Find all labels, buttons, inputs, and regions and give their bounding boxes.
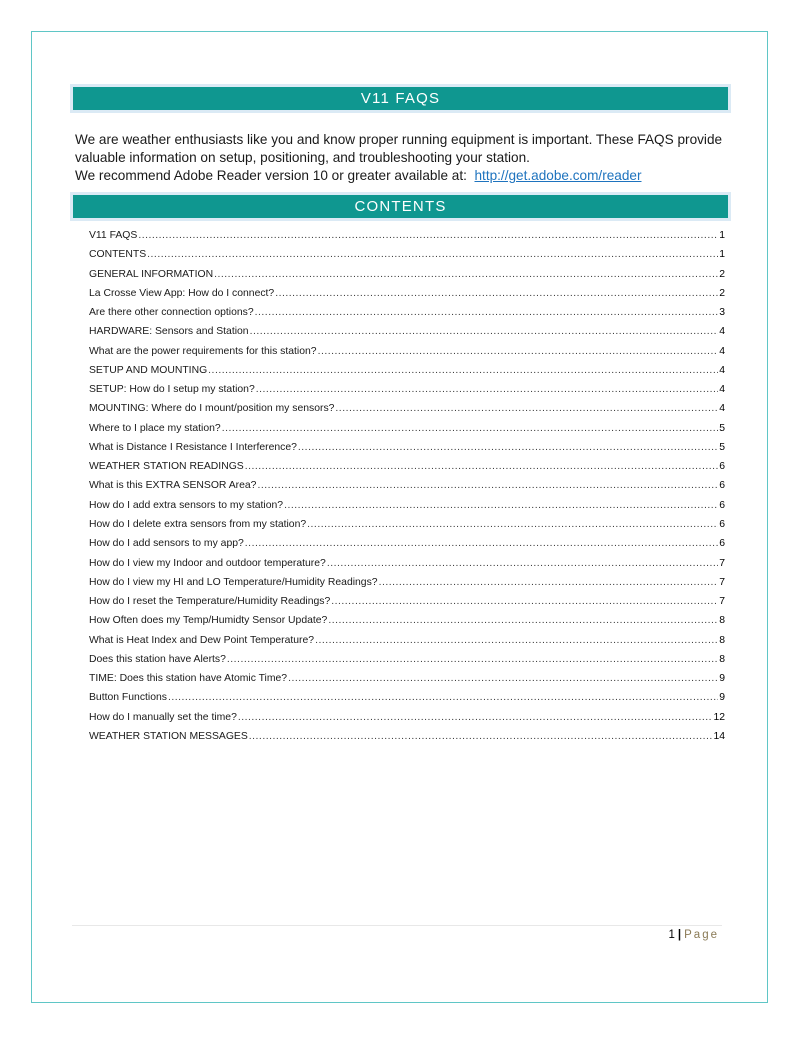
toc-entry[interactable] [89,577,725,596]
page-footer [669,929,719,941]
toc-dot-leader [256,384,718,395]
toc-dot-leader [249,731,713,742]
toc-dot-leader [257,480,718,491]
toc-dot-leader [328,615,718,626]
toc-entry-title: How do I add extra sensors to my station? [89,499,284,511]
toc-entry[interactable] [89,249,725,268]
title-banner [70,84,731,113]
toc-dot-leader [214,269,718,280]
toc-entry-page: 3 [719,307,725,319]
toc-entry-title: How do I delete extra sensors from my station? [89,518,307,530]
toc-dot-leader [284,500,718,511]
table-of-contents [89,230,725,750]
page-number: 1 [668,929,675,941]
toc-entry[interactable] [89,519,725,538]
toc-entry[interactable] [89,654,725,673]
toc-entry[interactable] [89,326,725,345]
toc-entry[interactable] [89,538,725,557]
toc-entry-page: 6 [719,461,725,473]
toc-entry[interactable] [89,365,725,384]
toc-entry-title: Button Functions [89,692,167,704]
toc-entry-title: How do I reset the Temperature/Humidity Readings? [89,596,331,608]
toc-entry-title: SETUP: How do I setup my station? [89,384,255,396]
footer-divider [72,925,722,926]
toc-entry-page: 2 [719,287,725,299]
toc-entry-title: How do I manually set the time? [89,711,237,723]
toc-dot-leader [245,461,719,472]
toc-entry[interactable] [89,500,725,519]
toc-entry-title: Where to I place my station? [89,422,221,434]
toc-entry[interactable] [89,307,725,326]
page-title: V11 FAQS [73,87,728,110]
toc-dot-leader [245,538,718,549]
toc-entry[interactable] [89,230,725,249]
toc-entry-page: 4 [719,345,725,357]
toc-dot-leader [238,712,713,723]
toc-entry-title: How Often does my Temp/Humidty Sensor Update? [89,615,328,627]
toc-entry-page: 5 [719,422,725,434]
toc-dot-leader [222,423,719,434]
toc-entry[interactable] [89,403,725,422]
toc-entry-title: What is Heat Index and Dew Point Temperature? [89,634,315,646]
toc-dot-leader [250,326,719,337]
toc-dot-leader [379,577,719,588]
toc-entry-page: 1 [719,249,725,261]
toc-entry-page: 8 [719,615,725,627]
toc-entry-title: WEATHER STATION MESSAGES [89,730,248,742]
toc-entry[interactable] [89,442,725,461]
toc-entry[interactable] [89,673,725,692]
toc-entry[interactable] [89,558,725,577]
toc-entry-title: How do I view my HI and LO Temperature/Humidity Readings? [89,576,378,588]
toc-entry-title: GENERAL INFORMATION [89,268,214,280]
toc-entry[interactable] [89,712,725,731]
toc-entry-page: 8 [719,653,725,665]
toc-entry-page: 9 [719,692,725,704]
intro-paragraph [75,131,725,185]
toc-dot-leader [208,365,718,376]
toc-entry-page: 7 [719,596,725,608]
page-label: Page [684,929,719,941]
toc-entry[interactable] [89,480,725,499]
adobe-reader-link[interactable]: http://get.adobe.com/reader [474,168,642,183]
toc-entry-title: Does this station have Alerts? [89,653,226,665]
toc-entry-page: 7 [719,557,725,569]
toc-entry-title: HARDWARE: Sensors and Station [89,326,249,338]
toc-entry-page: 4 [719,364,725,376]
toc-entry[interactable] [89,288,725,307]
footer-separator: | [677,929,682,941]
toc-dot-leader [138,230,718,241]
toc-entry-title: How do I add sensors to my app? [89,538,244,550]
toc-dot-leader [227,654,718,665]
toc-entry-page: 6 [719,518,725,530]
toc-dot-leader [327,558,718,569]
toc-entry[interactable] [89,423,725,442]
toc-entry[interactable] [89,692,725,711]
contents-heading: CONTENTS [73,195,728,218]
toc-dot-leader [315,635,718,646]
toc-entry-page: 4 [719,326,725,338]
toc-dot-leader [318,346,719,357]
toc-dot-leader [288,673,718,684]
toc-entry-page: 6 [719,499,725,511]
toc-entry-page: 12 [713,711,725,723]
toc-entry[interactable] [89,731,725,750]
intro-reader-text: We recommend Adobe Reader version 10 or greater available at: [75,168,467,183]
toc-dot-leader [331,596,718,607]
toc-entry[interactable] [89,269,725,288]
toc-dot-leader [147,249,718,260]
toc-entry[interactable] [89,461,725,480]
toc-entry-title: WEATHER STATION READINGS [89,461,244,473]
contents-banner [70,192,731,221]
toc-dot-leader [298,442,718,453]
toc-entry[interactable] [89,635,725,654]
intro-text: We are weather enthusiasts like you and know proper running equipment is important. These FAQS provide valuable information on setup, positioning, and troubleshooting your station. [75,132,723,165]
toc-entry-page: 8 [719,634,725,646]
toc-entry[interactable] [89,596,725,615]
toc-entry-title: CONTENTS [89,249,147,261]
toc-entry-page: 4 [719,384,725,396]
toc-entry-title: La Crosse View App: How do I connect? [89,287,275,299]
toc-entry-page: 4 [719,403,725,415]
toc-dot-leader [307,519,718,530]
toc-entry-page: 7 [719,576,725,588]
toc-entry-page: 9 [719,673,725,685]
toc-entry-page: 14 [713,730,725,742]
toc-entry-title: What are the power requirements for this station? [89,345,317,357]
intro-reader-line [75,167,725,185]
toc-entry-title: What is Distance I Resistance I Interference? [89,441,297,453]
toc-entry-title: What is this EXTRA SENSOR Area? [89,480,257,492]
toc-entry-title: TIME: Does this station have Atomic Time? [89,673,288,685]
toc-entry-title: Are there other connection options? [89,307,254,319]
toc-entry[interactable] [89,346,725,365]
toc-entry-title: MOUNTING: Where do I mount/position my sensors? [89,403,335,415]
toc-entry-title: SETUP AND MOUNTING [89,364,208,376]
toc-entry-title: V11 FAQS [89,230,138,241]
toc-entry-page: 1 [719,230,725,241]
toc-dot-leader [275,288,718,299]
toc-entry-page: 2 [719,268,725,280]
toc-dot-leader [255,307,719,318]
toc-entry-page: 6 [719,480,725,492]
toc-entry-title: How do I view my Indoor and outdoor temperature? [89,557,326,569]
toc-entry-page: 5 [719,441,725,453]
toc-dot-leader [335,403,718,414]
toc-entry-page: 6 [719,538,725,550]
toc-dot-leader [168,692,718,703]
toc-entry[interactable] [89,384,725,403]
toc-entry[interactable] [89,615,725,634]
